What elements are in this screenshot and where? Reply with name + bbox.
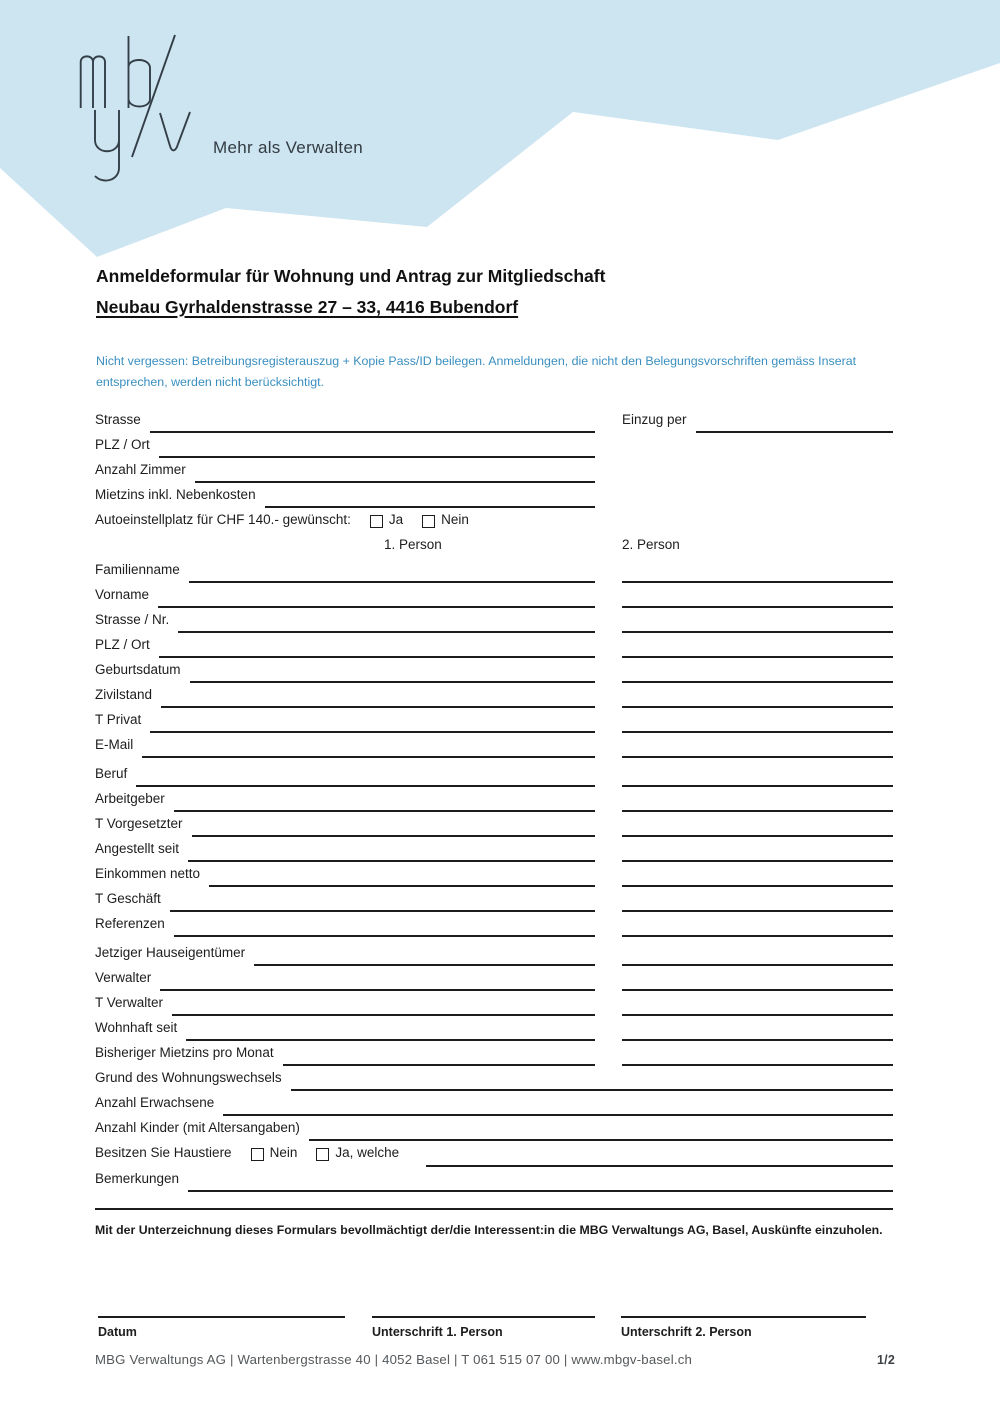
field-label: Vorname xyxy=(95,587,150,602)
form-row xyxy=(95,837,893,862)
form-title xyxy=(96,261,876,323)
field-line-person1[interactable] xyxy=(254,941,595,966)
field-line-person2[interactable] xyxy=(622,583,893,608)
form-row xyxy=(95,862,893,887)
form-row xyxy=(95,733,893,758)
field-line-person2[interactable] xyxy=(622,1016,893,1041)
form-row xyxy=(95,1091,893,1116)
field-line[interactable] xyxy=(223,1091,893,1116)
field-line-person2[interactable] xyxy=(622,708,893,733)
field-line-person1[interactable] xyxy=(150,708,595,733)
form-row xyxy=(95,708,893,733)
field-line-person2[interactable] xyxy=(622,812,893,837)
field-label: PLZ / Ort xyxy=(95,637,150,652)
field-line-person2[interactable] xyxy=(622,787,893,812)
parking-option-nein: Nein xyxy=(441,512,469,527)
field-line-person2[interactable] xyxy=(622,941,893,966)
field-line-person1[interactable] xyxy=(158,583,595,608)
separator-rule xyxy=(95,1208,893,1210)
field-label: Bisheriger Mietzins pro Monat xyxy=(95,1045,274,1060)
mbgv-logo-icon xyxy=(76,28,202,188)
title-line-1: Anmeldeformular für Wohnung und Antrag zur Mitgliedschaft xyxy=(96,266,606,286)
page-number: 1/2 xyxy=(877,1353,895,1367)
field-line-person1[interactable] xyxy=(174,912,595,937)
pets-option-ja: Ja, welche xyxy=(335,1145,400,1160)
field-line-person1[interactable] xyxy=(189,558,595,583)
field-line-person1[interactable] xyxy=(159,633,595,658)
remarks-label: Bemerkungen xyxy=(95,1171,180,1186)
pets-which-field-line[interactable] xyxy=(426,1141,893,1167)
page-footer xyxy=(95,1352,895,1367)
field-line-person1[interactable] xyxy=(186,1016,595,1041)
signature-field-person2[interactable]: Unterschrift 2. Person xyxy=(621,1316,866,1339)
einzug-per-label: Einzug per xyxy=(622,412,687,427)
household-rows xyxy=(95,1066,893,1141)
field-label: E-Mail xyxy=(95,737,134,752)
field-label: Mietzins inkl. Nebenkosten xyxy=(95,487,256,502)
field-line-person1[interactable] xyxy=(190,658,595,683)
field-line-person2[interactable] xyxy=(622,683,893,708)
parking-label: Autoeinstellplatz für CHF 140.- gewünscht: xyxy=(95,512,351,527)
form-row xyxy=(95,658,893,683)
strasse-field-line[interactable] xyxy=(150,408,595,433)
field-line-person2[interactable] xyxy=(622,862,893,887)
field-line-person2[interactable] xyxy=(622,837,893,862)
field-label: Anzahl Erwachsene xyxy=(95,1095,215,1110)
field-label: Einkommen netto xyxy=(95,866,201,881)
person-rows-employment xyxy=(95,762,893,937)
form-row xyxy=(95,633,893,658)
row-strasse-einzug xyxy=(95,408,893,433)
einzug-per-field-line[interactable] xyxy=(696,408,893,433)
field-line-person1[interactable] xyxy=(192,812,595,837)
field-label: Referenzen xyxy=(95,916,165,931)
signature-block xyxy=(95,1316,893,1356)
form-row xyxy=(95,787,893,812)
field-label: T Privat xyxy=(95,712,142,727)
form-row xyxy=(95,991,893,1016)
strasse-label: Strasse xyxy=(95,412,141,427)
form-row xyxy=(95,483,893,508)
field-label: PLZ / Ort xyxy=(95,437,150,452)
person-1-header: 1. Person xyxy=(384,537,442,552)
person-rows-landlord xyxy=(95,941,893,1066)
field-label: Wohnhaft seit xyxy=(95,1020,178,1035)
field-line[interactable] xyxy=(159,433,595,458)
checkbox-parking-ja[interactable] xyxy=(370,515,383,528)
field-line[interactable] xyxy=(309,1116,893,1141)
footer-contact-line: MBG Verwaltungs AG | Wartenbergstrasse 40 | 4052 Basel | T 061 515 07 00 | www.mbgv-basel.ch xyxy=(95,1352,693,1367)
field-label: T Geschäft xyxy=(95,891,161,906)
person-column-headers xyxy=(95,534,893,558)
parking-option-ja: Ja xyxy=(388,512,404,527)
field-line-person2[interactable] xyxy=(622,762,893,787)
field-line-person1[interactable] xyxy=(188,837,595,862)
field-line-person1[interactable] xyxy=(172,991,595,1016)
field-line[interactable] xyxy=(265,483,595,508)
row-parking xyxy=(95,508,893,534)
field-label: Beruf xyxy=(95,766,128,781)
person-2-header: 2. Person xyxy=(622,537,680,552)
field-label: Arbeitgeber xyxy=(95,791,165,806)
field-line-person1[interactable] xyxy=(136,762,595,787)
field-line[interactable] xyxy=(291,1066,893,1091)
field-label: Angestellt seit xyxy=(95,841,180,856)
row-remarks xyxy=(95,1167,893,1192)
form-row xyxy=(95,941,893,966)
field-label: T Vorgesetzter xyxy=(95,816,183,831)
field-label: Verwalter xyxy=(95,970,152,985)
field-line[interactable] xyxy=(195,458,595,483)
field-label: Zivilstand xyxy=(95,687,153,702)
pets-option-nein: Nein xyxy=(269,1145,298,1160)
field-line-person2[interactable] xyxy=(622,1041,893,1066)
form-row xyxy=(95,1041,893,1066)
form-row xyxy=(95,762,893,787)
form-row xyxy=(95,683,893,708)
field-label: Anzahl Zimmer xyxy=(95,462,186,477)
signature-field-person1[interactable]: Unterschrift 1. Person xyxy=(372,1316,595,1339)
checkbox-parking-nein[interactable] xyxy=(422,515,435,528)
field-label: Grund des Wohnungswechsels xyxy=(95,1070,282,1085)
row-pets xyxy=(95,1141,893,1167)
field-line-person1[interactable] xyxy=(170,887,595,912)
form-row xyxy=(95,912,893,937)
title-line-2: Neubau Gyrhaldenstrasse 27 – 33, 4416 Bubendorf xyxy=(96,297,519,317)
form-row xyxy=(95,812,893,837)
form-row xyxy=(95,1066,893,1091)
pets-label: Besitzen Sie Haustiere xyxy=(95,1145,232,1160)
field-line-person2[interactable] xyxy=(622,966,893,991)
field-label: Geburtsdatum xyxy=(95,662,181,677)
field-line-person1[interactable] xyxy=(142,733,595,758)
signature-field-datum[interactable]: Datum xyxy=(98,1316,345,1339)
field-line-person2[interactable] xyxy=(622,733,893,758)
field-label: Familienname xyxy=(95,562,180,577)
form-row xyxy=(95,1116,893,1141)
field-line-person1[interactable] xyxy=(178,608,595,633)
field-line-person1[interactable] xyxy=(174,787,595,812)
form-row xyxy=(95,558,893,583)
field-line-person2[interactable] xyxy=(622,633,893,658)
field-label: Strasse / Nr. xyxy=(95,612,170,627)
notice-text: Nicht vergessen: Betreibungsregisterauszug + Kopie Pass/ID beilegen. Anmeldungen, die nicht den Belegungsvorschriften gemäss Inserat entsprechen, werden nicht berücksichtigt. xyxy=(96,354,857,389)
form-row xyxy=(95,966,893,991)
field-line-person2[interactable] xyxy=(622,608,893,633)
field-line-person2[interactable] xyxy=(622,887,893,912)
checkbox-pets-ja[interactable] xyxy=(316,1148,329,1161)
field-line-person2[interactable] xyxy=(622,991,893,1016)
field-label: T Verwalter xyxy=(95,995,164,1010)
field-line-person1[interactable] xyxy=(161,683,595,708)
field-label: Jetziger Hauseigentümer xyxy=(95,945,246,960)
authorization-note: Mit der Unterzeichnung dieses Formulars bevollmächtigt der/die Interessent:in die MBG Verwaltungs AG, Basel, Auskünfte einzuholen. xyxy=(95,1223,883,1237)
field-label: Anzahl Kinder (mit Altersangaben) xyxy=(95,1120,300,1135)
field-line-person2[interactable] xyxy=(622,912,893,937)
field-line-person2[interactable] xyxy=(622,658,893,683)
form-row xyxy=(95,1016,893,1041)
field-line-person1[interactable] xyxy=(160,966,595,991)
apartment-rows xyxy=(95,433,893,508)
logo-tagline: Mehr als Verwalten xyxy=(213,138,363,157)
form-row xyxy=(95,608,893,633)
remarks-field-line[interactable] xyxy=(188,1167,893,1192)
field-line-person1[interactable] xyxy=(209,862,595,887)
field-line-person2[interactable] xyxy=(622,558,893,583)
checkbox-pets-nein[interactable] xyxy=(251,1148,264,1161)
person-rows-identity xyxy=(95,558,893,758)
form-row xyxy=(95,433,893,458)
form-row xyxy=(95,887,893,912)
form-row xyxy=(95,458,893,483)
form-row xyxy=(95,583,893,608)
form-body xyxy=(95,408,893,1192)
field-line-person1[interactable] xyxy=(283,1041,595,1066)
